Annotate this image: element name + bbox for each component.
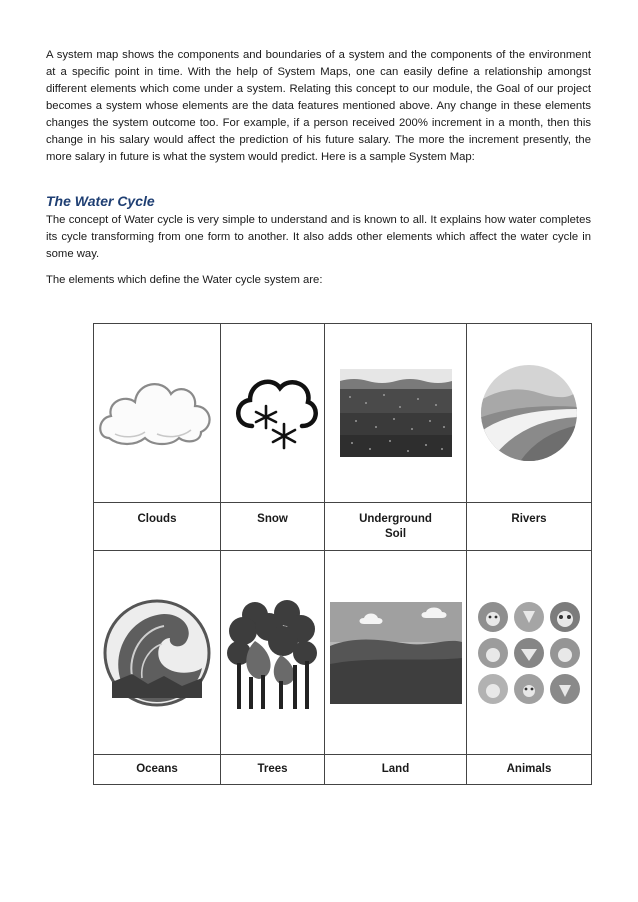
cell-snow-label [221, 503, 325, 551]
cell-soil-image [325, 324, 467, 503]
trees-icon [225, 595, 321, 711]
cell-oceans-image [94, 551, 221, 755]
image-row-2 [94, 551, 592, 755]
element-label: Animals [506, 763, 552, 775]
element-label: Underground Soil [359, 513, 432, 540]
element-label: Trees [257, 763, 288, 775]
land-icon [330, 602, 462, 704]
water-cycle-elements-table [93, 323, 592, 785]
soil-layers-icon [340, 369, 452, 457]
cell-trees-label [221, 755, 325, 785]
element-label: Clouds [137, 513, 177, 525]
animals-icon [475, 599, 583, 707]
section-heading: The Water Cycle [46, 193, 155, 209]
intro-paragraph: A system map shows the components and boundaries of a system and the components of the environment at a specific point in time. With the help of System Maps, one can easily define a relationship amongst different elements which come under a system. Relating this concept to our module, the Goal of our project becomes a system whose elements are the data features mentioned above. Any change in these elements changes the system outcome too. For example, if a person received 200% increment in a month, then this change in his salary would affect the prediction of his future salary. The more the increment presently, the more salary in future is what the system would predict. Here is a sample System Map: [46, 49, 591, 163]
river-icon [479, 363, 579, 463]
label-row-1 [94, 503, 592, 551]
element-label: Rivers [511, 513, 547, 525]
cell-rivers-label [467, 503, 592, 551]
cell-land-image [325, 551, 467, 755]
element-label: Land [381, 763, 410, 775]
cloud-icon [97, 368, 217, 458]
cell-snow-image [221, 324, 325, 503]
elements-intro: The elements which define the Water cycle system are: [46, 274, 323, 286]
cell-clouds-image [94, 324, 221, 503]
cell-soil-label [325, 503, 467, 551]
cell-animals-label [467, 755, 592, 785]
image-row-1 [94, 324, 592, 503]
cell-animals-image [467, 551, 592, 755]
element-label: Oceans [136, 763, 178, 775]
snow-cloud-icon [228, 368, 318, 458]
element-label: Snow [257, 513, 288, 525]
cell-oceans-label [94, 755, 221, 785]
cell-clouds-label [94, 503, 221, 551]
label-row-2 [94, 755, 592, 785]
cell-trees-image [221, 551, 325, 755]
ocean-wave-icon [102, 598, 212, 708]
cell-land-label [325, 755, 467, 785]
cell-rivers-image [467, 324, 592, 503]
water-cycle-paragraph: The concept of Water cycle is very simple to understand and is known to all. It explains how water completes its cycle transforming from one form to another. It also adds other elements which affect the water cycle in some way. [46, 214, 591, 260]
